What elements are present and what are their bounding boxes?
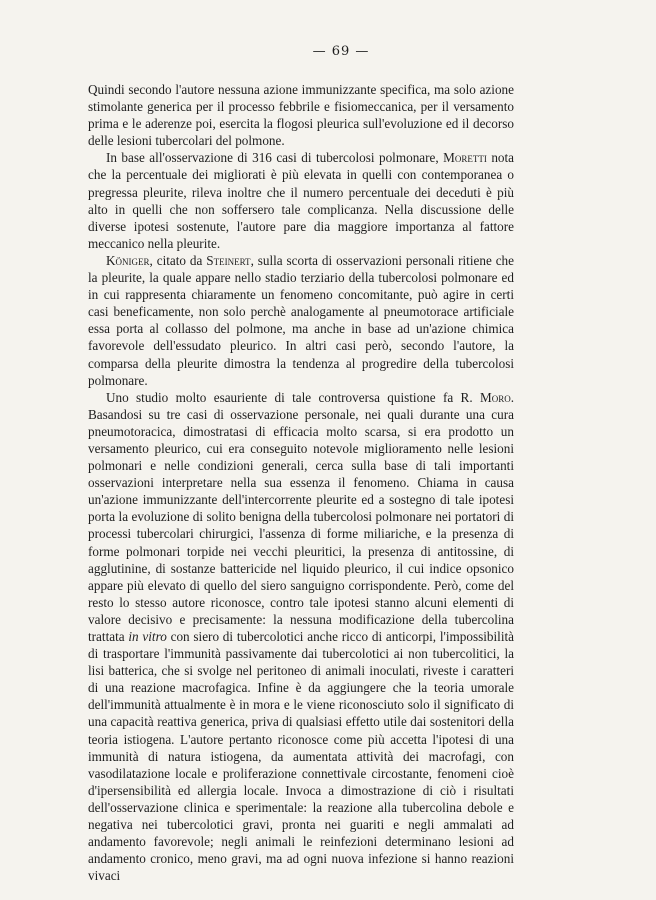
italic-in-vitro: in vitro — [128, 629, 167, 644]
paragraph-4-text-a: Uno studio molto esauriente di tale controversa quistione fa R. — [106, 389, 473, 405]
paragraph-1-text: Quindi secondo l'autore nessuna azione immunizzante specifica, ma solo azione stimolante generica per il processo febbrile e fisiomeccanica, per il versamento prima e le aderenze poi, esercita la flogosi pleurica sull'evoluzione ed il decorso delle lesioni tubercolari del polmone. — [88, 82, 514, 149]
paragraph-4-text-b: . Basandosi su tre casi di osservazione personale, nei quali durante una cura pneumotoracica, dimostratasi di efficacia molto scarsa, si era prodotto un versamento pleurico, cui era conseguito notevole miglioramento nelle lesioni polmonari e nelle condizioni generali, cerca sulla base di tali importanti osservazioni interpretare nella sua essenza il fenomeno. Chiama in causa un'azione immunizzante dell'intercorrente pleurite ed a sostegno di tale ipotesi porta la evoluzione di solito benigna della tubercolosi polmonare nei portatori di processi tubercolari chirurgici, l'assenza di forme miliariche, e la presenza di forme polmonari torpide nei vecchi pleuritici, la presenza di antitossine, di agglutinine, di sostanze battericide nel liquido pleurico, il cui indice opsonico appare più elevato di quello del siero sanguigno corrispondente. Però, come del resto lo stesso autore riconosce, contro tale ipotesi stanno alcuni elementi di valore decisivo e precisamente: la nessuna modificazione della tubercolina trattata — [88, 389, 514, 644]
paragraph-4 — [88, 389, 514, 885]
author-name-steinert: Steinert — [206, 252, 251, 268]
paragraph-3 — [88, 252, 514, 389]
author-name-moretti: Moretti — [443, 150, 487, 166]
author-name-moro: Moro — [479, 389, 511, 405]
author-name-koniger: Königer — [106, 252, 150, 268]
paragraph-3-text-a: , citato da — [149, 252, 203, 268]
paragraph-2-text-b: nota che la percentuale dei migliorati è più elevata in quelli con contemporanea o pregressa pleurite, rileva inoltre che il numero percentuale dei deceduti è più alto in quelli che non soffersero tale complicanza. Nella discussione delle diverse ipotesi sostenute, l'autore pare dia maggiore importanza al fattore meccanico nella pleurite. — [88, 150, 515, 251]
page-number: — 69 — — [312, 44, 370, 59]
paragraph-4-text-c: con siero di tubercolotici anche ricco di anticorpi, l'impossibilità di trasportare l'immunità passivamente dai tubercolotici ai non tubercolitici, la lisi batterica, che si svolge nel peritoneo di animali inoculati, riveste i caratteri di una reazione macrofagica. Infine è da aggiungere che la teoria umorale dell'immunità attualmente è in mora e le viene riconosciuto solo il significato di una capacità reattiva generica, priva di qualsiasi effetto utile dai sostenitori della teoria istiogena. L'autore pertanto riconosce come più accetta l'ipotesi di una immunità di natura istiogena, da aumentata attività dei macrofagi, con vasodilatazione locale e proliferazione connettivale circostante, fenomeni cioè d'ipersensibilità ed allergia locale. Invoca a dimostrazione di ciò i risultati dell'osservazione clinica e sperimentale: la reazione alla tubercolina debole e negativa nei tubercolotici gravi, pronta nei guariti e negli ammalati ad andamento favorevole; negli animali le reinfezioni determinano lesioni ad andamento cronico, meno gravi, ma ad ogni nuova infezione si hanno reazioni vivaci — [88, 629, 514, 884]
paragraph-2 — [88, 149, 514, 252]
paragraph-2-text-a: In base all'osservazione di 316 casi di tubercolosi polmonare, — [106, 150, 439, 166]
paragraph-3-text-b: , sulla scorta di osservazioni personali ritiene che la pleurite, la quale appare nello stadio terziario della tubercolosi polmonare ed in cui rappresenta chiaramente un fenomeno concomitante, può agire in certi casi beneficamente, non solo perchè analogamente al pneumotorace artificiale essa porta al collasso del polmone, ma anche in base ad un'azione chimica favorevole dell'essudato pleurico. In altri casi però, secondo l'autore, la comparsa della pleurite dimostra la tendenza al progredire della tubercolosi polmonare. — [88, 252, 514, 388]
paragraph-1 — [88, 81, 514, 149]
